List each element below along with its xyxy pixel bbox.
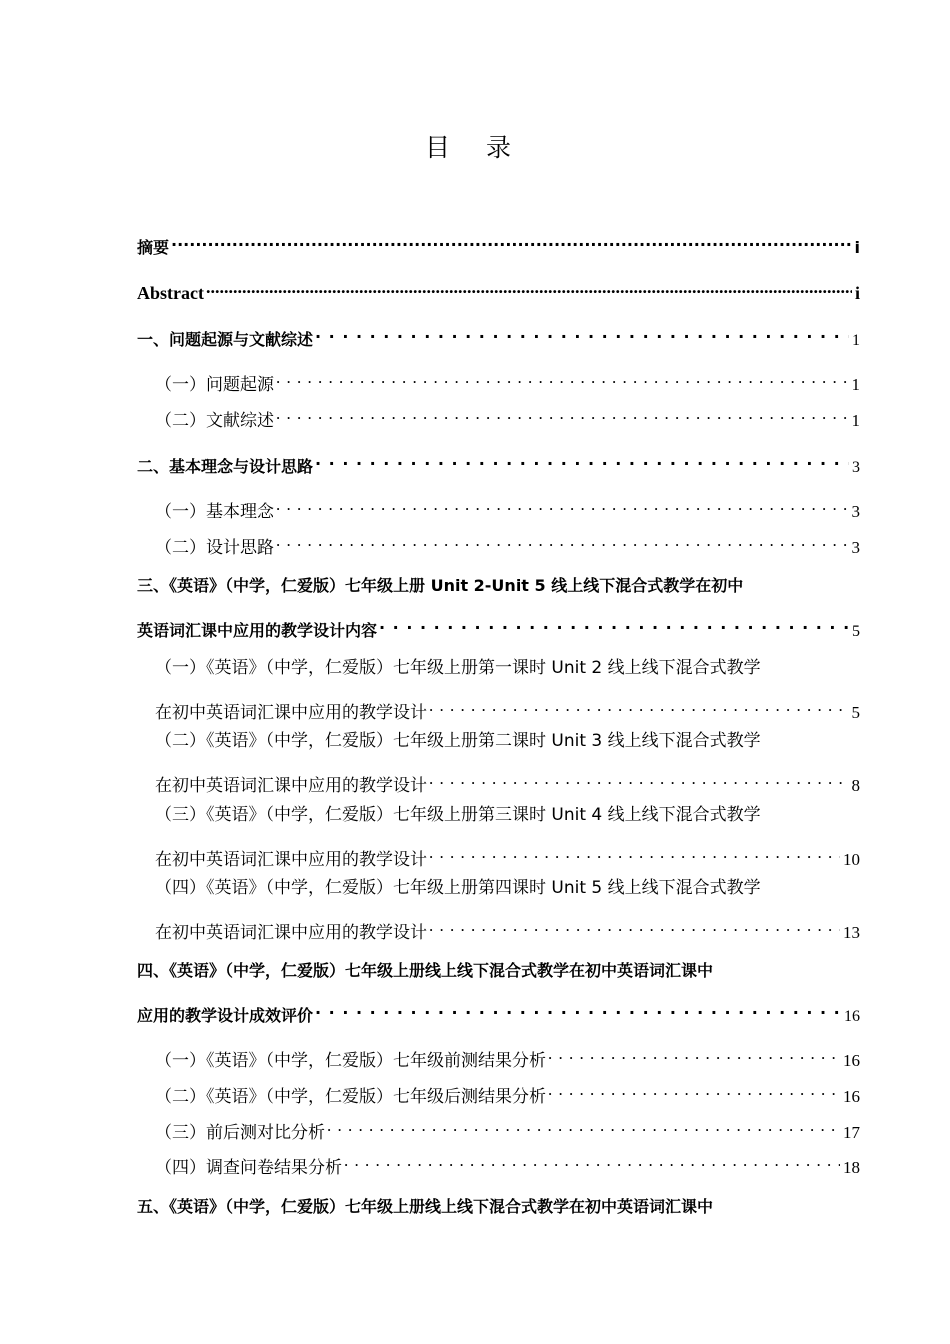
toc-entry-abstract-cn[interactable]: 摘要 ..... i — [137, 229, 860, 253]
toc-entry-chapter-3[interactable]: 英语词汇课中应用的教学设计内容 . . . 5 — [137, 612, 860, 636]
toc-entry-3-2[interactable]: 在初中英语词汇课中应用的教学设计 . . . 8 — [155, 767, 860, 791]
toc-entry-3-1[interactable]: 在初中英语词汇课中应用的教学设计 . . . 5 — [155, 694, 860, 718]
toc-entry-3-3-line1[interactable]: （三）《英语》（中学，仁爱版）七年级上册第三课时 Unit 4 线上线下混合式教学 — [155, 805, 761, 825]
toc-entry-4-3[interactable]: （三）前后测对比分析 . . . 17 — [155, 1114, 860, 1138]
toc-entry-chapter-3-line1[interactable]: 三、《英语》（中学，仁爱版）七年级上册 Unit 2-Unit 5 线上线下混合式教学在初中 — [137, 576, 744, 595]
toc-entry-2-1[interactable]: （一）基本理念 . . . 3 — [155, 493, 860, 517]
toc-entry-1-1[interactable]: （一）问题起源 . . . 1 — [155, 366, 860, 390]
toc-entry-3-2-line1[interactable]: （二）《英语》（中学，仁爱版）七年级上册第二课时 Unit 3 线上线下混合式教学 — [155, 731, 761, 751]
toc-entry-4-2[interactable]: （二）《英语》（中学，仁爱版）七年级后测结果分析 . . . 16 — [155, 1078, 860, 1102]
toc-entry-chapter-4[interactable]: 应用的教学设计成效评价 . . . 16 — [137, 997, 860, 1021]
toc-entry-chapter-1[interactable]: 一、问题起源与文献综述 . . . 1 — [137, 321, 860, 345]
toc-entry-chapter-4-line1[interactable]: 四、《英语》（中学，仁爱版）七年级上册线上线下混合式教学在初中英语词汇课中 — [137, 961, 714, 980]
toc-entry-abstract-en[interactable]: Abstract ..... i — [137, 275, 860, 299]
toc-entry-4-1[interactable]: （一）《英语》（中学，仁爱版）七年级前测结果分析 . . . 16 — [155, 1042, 860, 1066]
toc-entry-3-4-line1[interactable]: （四）《英语》（中学，仁爱版）七年级上册第四课时 Unit 5 线上线下混合式教学 — [155, 878, 761, 898]
toc-entry-4-4[interactable]: （四）调查问卷结果分析 . . . 18 — [155, 1149, 860, 1173]
toc-entry-2-2[interactable]: （二）设计思路 . . . 3 — [155, 529, 860, 553]
toc-entry-3-3[interactable]: 在初中英语词汇课中应用的教学设计 . . . 10 — [155, 841, 860, 865]
toc-entry-3-4[interactable]: 在初中英语词汇课中应用的教学设计 . . . 13 — [155, 914, 860, 938]
toc-entry-1-2[interactable]: （二）文献综述 . . . 1 — [155, 402, 860, 426]
toc-entry-chapter-5-line1[interactable]: 五、《英语》（中学，仁爱版）七年级上册线上线下混合式教学在初中英语词汇课中 — [137, 1197, 714, 1216]
toc-title: 目 录 — [425, 133, 525, 162]
toc-entry-3-1-line1[interactable]: （一）《英语》（中学，仁爱版）七年级上册第一课时 Unit 2 线上线下混合式教学 — [155, 658, 761, 678]
toc-entry-chapter-2[interactable]: 二、基本理念与设计思路 . . . 3 — [137, 448, 860, 472]
